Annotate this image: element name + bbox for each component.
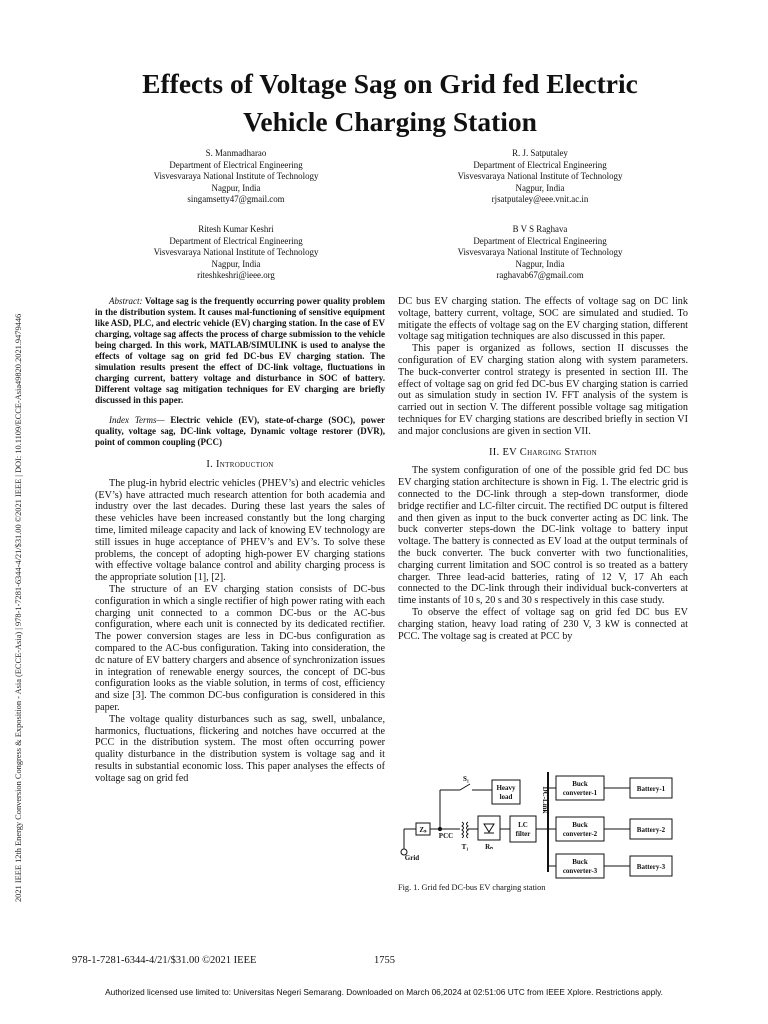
battery-3-label: Battery-3 <box>636 863 666 871</box>
author-city: Nagpur, India <box>515 182 565 193</box>
index-terms <box>95 415 385 448</box>
right-column <box>398 296 688 642</box>
converter-2-label: converter-2 <box>562 830 598 838</box>
author-name: B V S Raghava <box>512 224 568 234</box>
buck-label: Buck <box>572 858 588 866</box>
buck-label: Buck <box>572 821 588 829</box>
transformer-primary-icon <box>462 822 464 838</box>
transformer-label: T₁ <box>461 843 469 851</box>
battery-1-label: Battery-1 <box>636 785 666 793</box>
author-email[interactable]: riteshkeshri@ieee.org <box>197 270 275 281</box>
body-paragraph: The system configuration of one of the possible grid fed DC bus EV charging station architecture is shown in Fig. 1. The electric grid is connected to the DC-link through a step-down transformer, diode bridge rectifier and LC-filter circuit. The rectified DC output is filtered and then given as input to the buck converter acting as DC link. The buck converter steps-down the DC-link voltage to battery input voltage. The battery is connected as EV load at the output terminals of the buck converter. The buck converter with two functionalities, charging current limitation and SOC control is so treated as a battery charger. Three lead-acid batteries, rating of 12 V, 17 Ah each connected to the DC-link through their individual buck-converters at time instants of 10 s, 20 s and 30 s respectively in this case study. <box>398 465 688 607</box>
switch-label: S₁ <box>463 775 469 783</box>
heavy-load-label-2: load <box>499 793 513 801</box>
doi-sidebar: 2021 IEEE 12th Energy Conversion Congress & Exposition - Asia (ECCE-Asia) | 978-1-7281-6344-4/21/$31.00 ©2021 IEEE | DOI: 10.1109/ECCE-Asia49820.2021.9479446 <box>14 313 23 902</box>
abstract-label: Abstract: <box>109 296 143 306</box>
rectifier-label: Rₙ <box>485 843 493 851</box>
heavy-load-label-1: Heavy <box>496 784 516 792</box>
left-column <box>95 296 385 785</box>
author-name: S. Manmadharao <box>205 148 267 158</box>
figure-caption: Fig. 1. Grid fed DC-bus EV charging station <box>398 883 546 892</box>
transformer-secondary-icon <box>467 822 469 838</box>
section-heading-introduction: I. Introduction <box>206 459 274 470</box>
author-email[interactable]: rjsatputaley@eee.vnit.ac.in <box>491 194 589 205</box>
intro-paragraph: The plug-in hybrid electric vehicles (PHEV’s) and electric vehicles (EV’s) have attracted much research attention for both academia and industry over the last decades. During these last years the sales of these vehicles have been increased constantly but the long charging time, limited mileage capacity and lack of knowing EV technology are still issues in huge acceptance of PHEV’s and EV’s. To solve these problems, the concept of adopting high-power EV charging stations with effective voltage balance control and ability charging process is the appropriate solution [1], [2]. <box>95 477 385 584</box>
author-institute: Visvesvaraya National Institute of Technology <box>153 171 319 182</box>
diode-icon <box>484 824 494 832</box>
author-name: Ritesh Kumar Keshri <box>198 224 274 234</box>
footer-isbn: 978-1-7281-6344-4/21/$31.00 ©2021 IEEE <box>72 955 257 966</box>
abstract-text: Voltage sag is the frequently occurring power quality problem in the distribution system. It causes mal-functioning of sensitive equipment like ASD, PLC, and electric vehicle (EV) charging station. In the case of EV charging, voltage sag affects the process of charge submission to the vehicle being charged. In this work, MATLAB/SIMULINK is used to analyse the effects of voltage sag on grid fed DC-bus EV charging station. The simulation results present the effect of DC-link voltage, fluctuations in charging current, battery voltage and disturbance in SOC of battery. Different voltage sag mitigation techniques for EV charging are briefly discussed in this paper. <box>95 296 386 405</box>
author-block <box>390 224 690 282</box>
author-block <box>390 148 690 206</box>
author-block <box>86 148 386 206</box>
switch-s1-icon <box>460 784 470 790</box>
author-institute: Visvesvaraya National Institute of Technology <box>457 247 623 258</box>
lc-label-2: filter <box>515 830 531 838</box>
charging-station-diagram <box>398 772 688 882</box>
grid-label: Grid <box>404 854 420 862</box>
intro-paragraph: The voltage quality disturbances such as sag, swell, unbalance, harmonics, fluctuations, flickering and notches have occurred at the PCC in the distribution system. The most often occurring power quality disturbance in the distribution system is voltage sag and it results in substantial economic loss. This paper analyses the effects of voltage sag on grid fed <box>95 713 385 784</box>
converter-3-label: converter-3 <box>562 867 598 875</box>
body-paragraph: This paper is organized as follows, section II discusses the configuration of EV charging station along with system parameters. The buck-converter control strategy is presented in section III. The effect of voltage sag on grid fed DC-bus EV charging station is carried out as simulation study in section IV. FFT analysis of the system is carried out in section V. The different possible voltage sag mitigation techniques for EV charging stations are described briefly in section VI and major conclusions are given in section VII. <box>398 343 688 437</box>
author-city: Nagpur, India <box>515 258 565 269</box>
authorized-use-note: Authorized licensed use limited to: Universitas Negeri Semarang. Downloaded on March 06,2024 at 02:51:06 UTC from IEEE Xplore. Restrictions apply. <box>105 987 663 997</box>
rectifier-box <box>478 816 500 840</box>
author-block <box>86 224 386 282</box>
zs-label: Zₛ <box>419 826 427 834</box>
index-terms-text: Electric vehicle (EV), state-of-charge (SOC), power quality, voltage sag, DC-link voltage, Dynamic voltage restorer (DVR), point of common coupling (PCC) <box>95 415 385 447</box>
paper-title-line-1: Effects of Voltage Sag on Grid fed Electric <box>142 68 638 99</box>
lc-filter-box <box>510 816 536 842</box>
pcc-label: PCC <box>438 832 454 840</box>
section-heading-ev-charging-station: II. EV Charging Station <box>488 446 598 458</box>
paper-title-line-2: Vehicle Charging Station <box>243 106 537 137</box>
author-email[interactable]: singamsetty47@gmail.com <box>187 194 285 205</box>
author-dept: Department of Electrical Engineering <box>169 235 303 246</box>
author-institute: Visvesvaraya National Institute of Technology <box>457 171 623 182</box>
index-terms-label: Index Terms— <box>109 415 165 425</box>
buck-label: Buck <box>572 780 588 788</box>
body-paragraph: DC bus EV charging station. The effects of voltage sag on DC link voltage, battery current, voltage, SOC are simulated and studied. To mitigate the effects of voltage sag on the EV charging station, different voltage sag mitigation techniques are also discussed in this paper. <box>398 296 688 343</box>
body-paragraph: To observe the effect of voltage sag on grid fed DC bus EV charging station, heavy load rating of 230 V, 3 kW is connected at PCC. The voltage sag is created at PCC by <box>398 606 688 642</box>
author-institute: Visvesvaraya National Institute of Technology <box>153 247 319 258</box>
author-name: R. J. Satputaley <box>512 148 568 158</box>
author-email[interactable]: raghavab67@gmail.com <box>496 270 584 281</box>
intro-paragraph: The structure of an EV charging station consists of DC-bus configuration in which a single rectifier of high power rating with each charging unit connected to a common DC-bus or the AC-bus configuration, where each unit is connected by its dedicated rectifier. The power conversion stages are less in DC-bus configuration as compared to the AC-bus configuration. Taking into consideration, the dc nature of EV battery chargers and absence of synchronization issues in integration of renewable energy sources, the concept of DC-bus configuration looks as the viable solution, in terms of cost, efficiency and size [3]. The common DC-bus configuration is considered in this paper. <box>95 583 385 713</box>
author-dept: Department of Electrical Engineering <box>473 235 607 246</box>
converter-1-label: converter-1 <box>562 789 598 797</box>
author-city: Nagpur, India <box>211 258 261 269</box>
lc-label-1: LC <box>518 821 528 829</box>
dc-link-label: DC-Link <box>541 786 549 814</box>
page-number: 1755 <box>374 955 395 966</box>
author-dept: Department of Electrical Engineering <box>473 159 607 170</box>
author-dept: Department of Electrical Engineering <box>169 159 303 170</box>
author-city: Nagpur, India <box>211 182 261 193</box>
abstract <box>95 296 385 406</box>
battery-2-label: Battery-2 <box>636 826 666 834</box>
